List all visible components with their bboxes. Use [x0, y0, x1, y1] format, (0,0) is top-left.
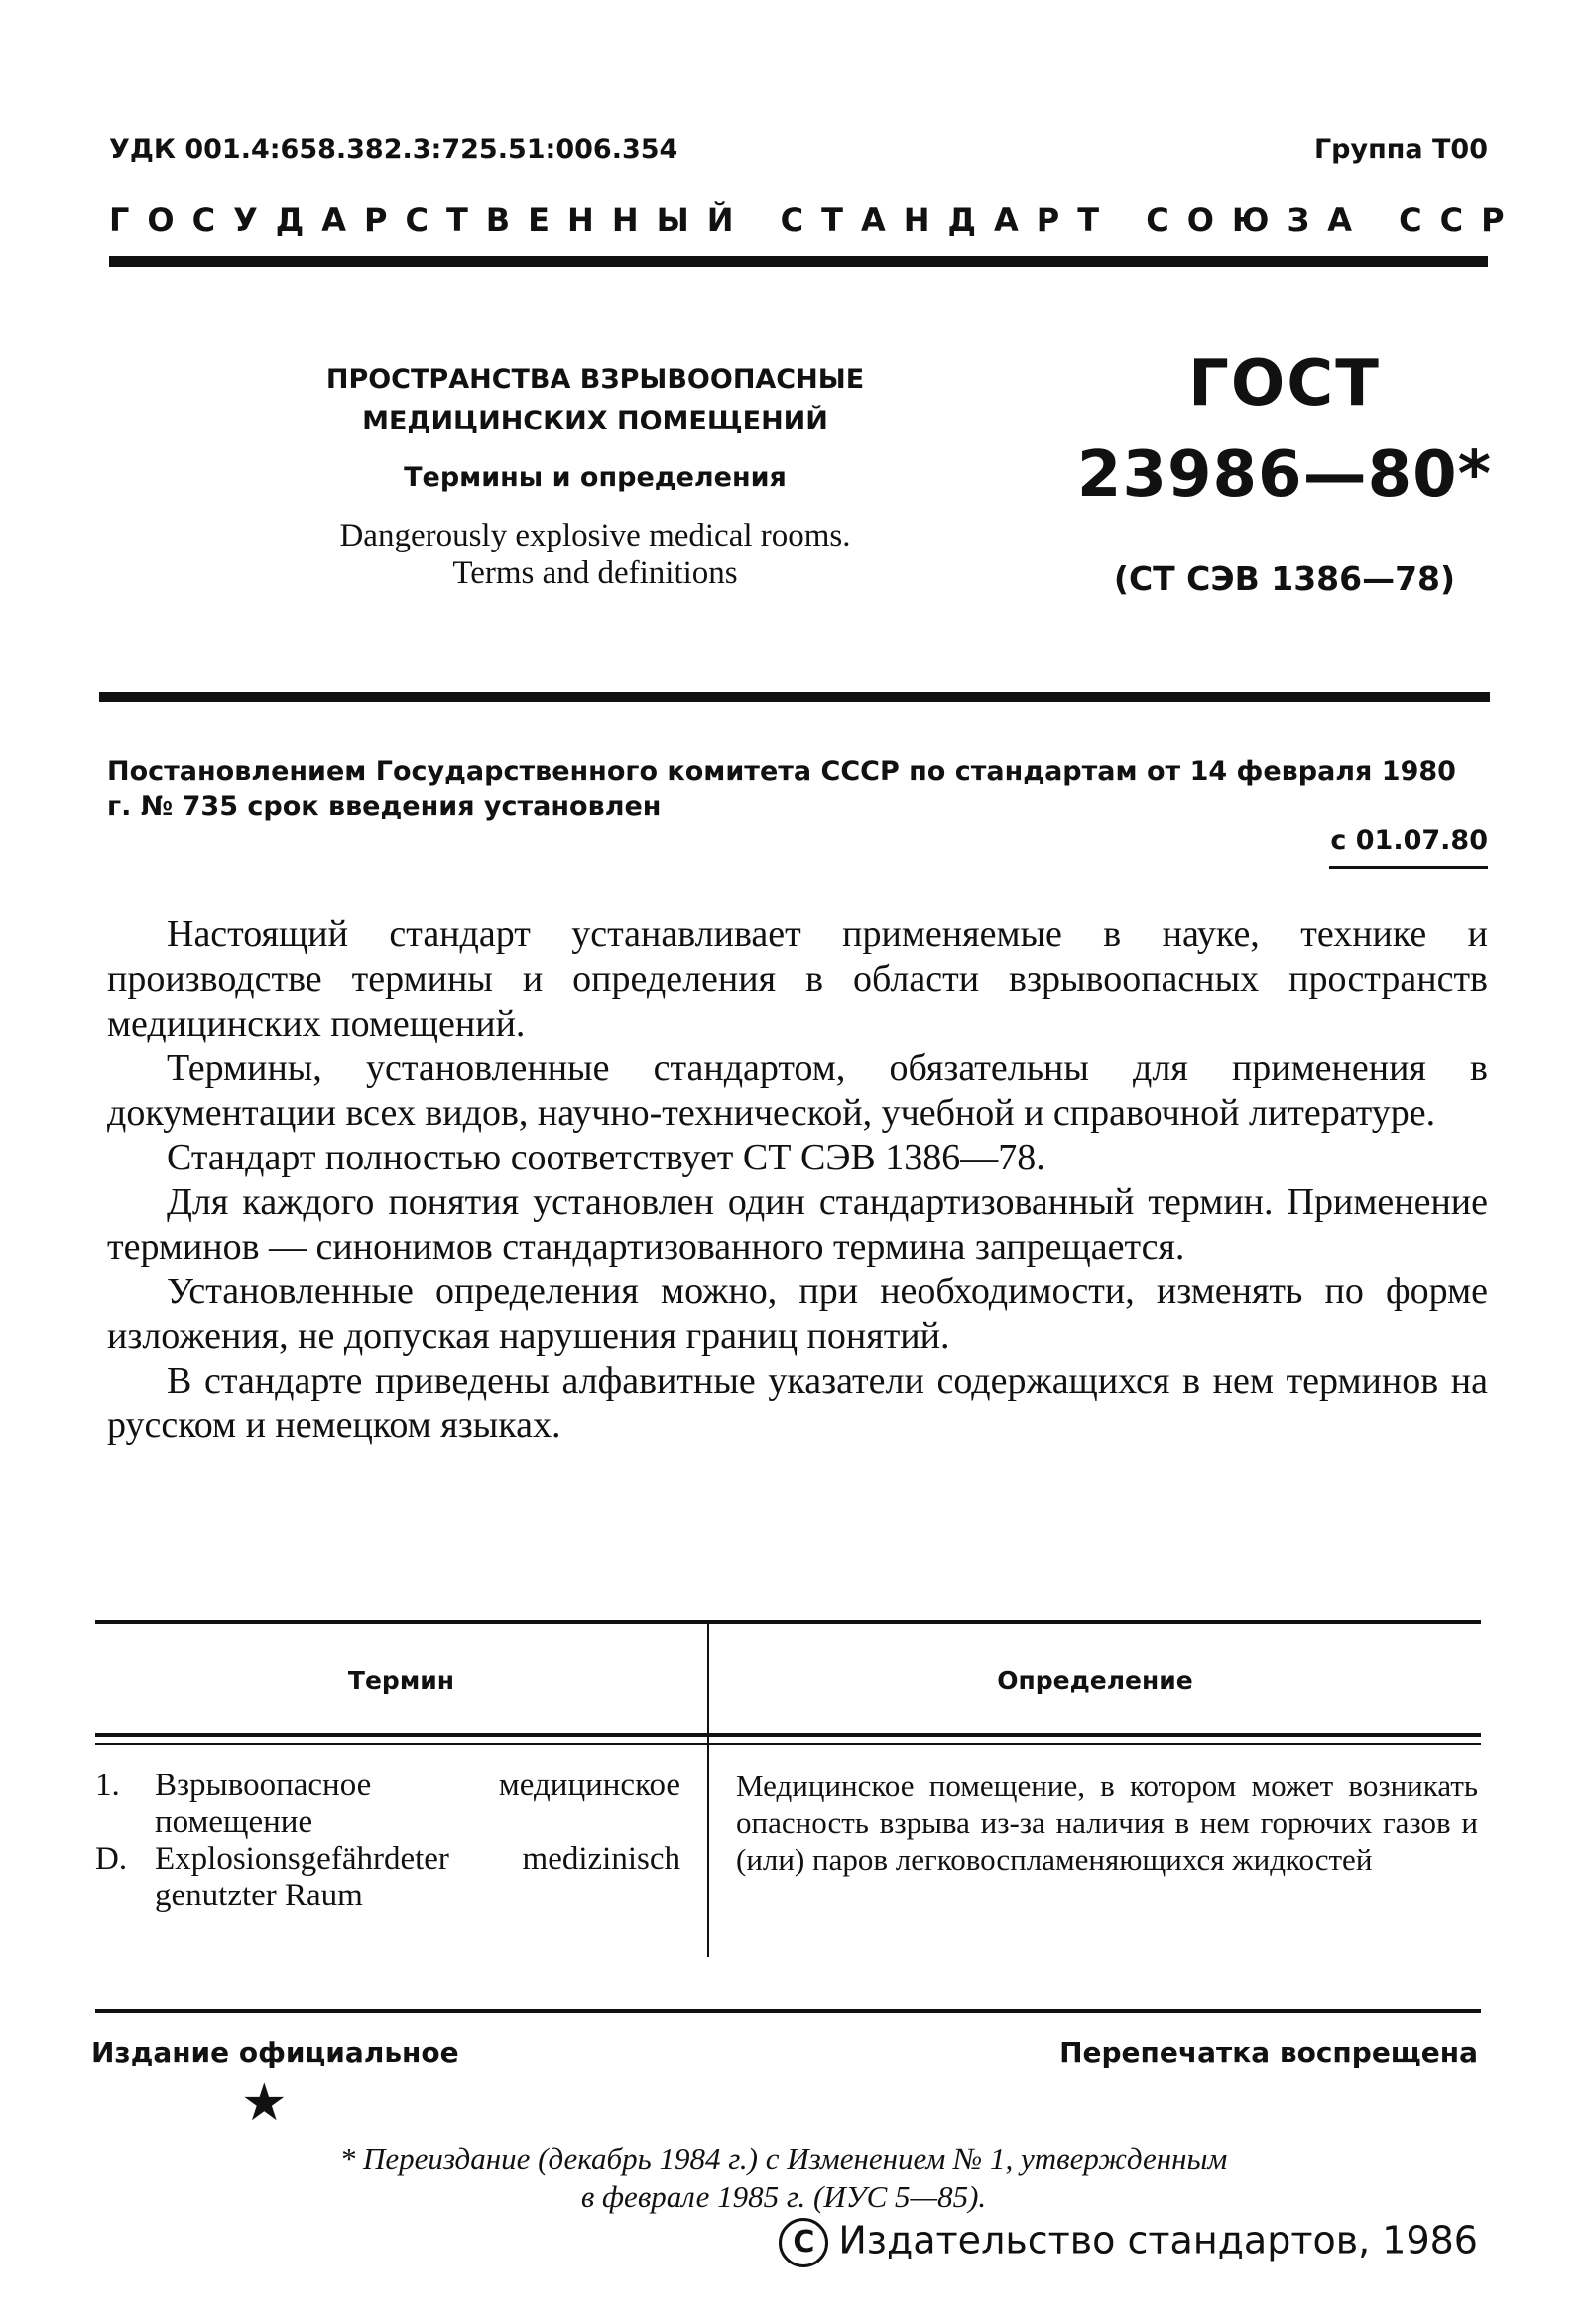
body-text [107, 913, 1488, 1448]
state-standard-banner: ГОСУДАРСТВЕННЫЙ СТАНДАРТ СОЮЗА ССР [109, 201, 1523, 239]
reprint-prohibited: Перепечатка воспрещена [1059, 2036, 1478, 2069]
title-en-line2: Terms and definitions [452, 555, 738, 591]
footer-rule [95, 2009, 1481, 2013]
gost-number: 23986—80* [1076, 438, 1493, 512]
title-en [258, 517, 932, 592]
paragraph-mandatory: Термины, установленные стандартом, обязательны для применения в документации всех видов, научно-технической, учебной и справочной литературе. [107, 1047, 1488, 1134]
table-header-rule [95, 1733, 1481, 1737]
copyright-icon: C [779, 2218, 828, 2267]
publisher-name: Издательство стандартов, 1986 [838, 2218, 1478, 2263]
reissue-note-line1: * Переиздание (декабрь 1984 г.) с Изменением № 1, утвержденным [339, 2141, 1228, 2176]
term-de: Explosionsgefährdeter medizinisch genutzter Raum [155, 1841, 680, 1913]
effective-date: с 01.07.80 [1330, 825, 1488, 856]
paragraph-definitions: Установленные определения можно, при необходимости, изменять по форме изложения, не допуская нарушения границ понятий. [107, 1271, 1488, 1357]
title-ru-subtitle: Термины и определения [404, 462, 787, 493]
decree-text: Постановлением Государственного комитета СССР по стандартам от 14 февраля 1980 г. № 735 срок введения установлен [107, 756, 1456, 822]
term-de-row [95, 1841, 680, 1914]
table-header-term: Термин [347, 1666, 455, 1695]
reissue-note-line2: в феврале 1985 г. (ИУС 5—85). [580, 2179, 987, 2214]
star-icon: ★ [241, 2075, 288, 2132]
udk-code: УДК 001.4:658.382.3:725.51:006.354 [109, 134, 678, 165]
term-de-label: D. [95, 1841, 128, 1877]
paragraph-compliance: Стандарт полностью соответствует СТ СЭВ 1386—78. [167, 1137, 1045, 1178]
cmea-reference: (СТ СЭВ 1386—78) [1113, 559, 1456, 598]
table-row-definition: Медицинское помещение, в котором может возникать опасность взрыва из-за наличия в нем горючих газов и (или) паров легковоспламеняющихся жидкостей [736, 1769, 1478, 1877]
title-en-line1: Dangerously explosive medical rooms. [339, 518, 851, 553]
paragraph-indexes: В стандарте приведены алфавитные указатели содержащихся в нем терминов на русском и немецком языках. [107, 1360, 1488, 1446]
title-ru-line1: ПРОСТРАНСТВА ВЗРЫВООПАСНЫЕ [325, 364, 865, 395]
official-edition: Издание официальное [91, 2036, 459, 2069]
reissue-note [188, 2141, 1379, 2216]
paragraph-scope: Настоящий стандарт устанавливает применяемые в науке, технике и производстве термины и определения в области взрывоопасных пространств медицинских помещений. [107, 914, 1488, 1044]
term-number: 1. [95, 1768, 120, 1803]
group-code: Группа Т00 [1313, 134, 1488, 165]
publisher-line [779, 2218, 1478, 2267]
term-ru-row [95, 1768, 680, 1841]
title-ru-line2: МЕДИЦИНСКИХ ПОМЕЩЕНИЙ [362, 406, 828, 436]
table-row-term [95, 1768, 680, 1914]
effective-date-underline [1329, 866, 1488, 869]
gost-label: ГОСТ [1188, 347, 1381, 421]
title-rule [99, 692, 1490, 702]
table-top-rule [95, 1620, 1481, 1624]
paragraph-synonyms: Для каждого понятия установлен один стандартизованный термин. Применение терминов — синонимов стандартизованного термина запрещается. [107, 1181, 1488, 1268]
title-block [258, 359, 932, 592]
gost-block [1051, 347, 1518, 598]
header-rule [109, 256, 1488, 267]
table-header-definition: Определение [997, 1666, 1193, 1695]
table-header-rule-second [95, 1743, 1481, 1745]
term-ru: Взрывоопасное медицинское помещение [155, 1768, 680, 1840]
